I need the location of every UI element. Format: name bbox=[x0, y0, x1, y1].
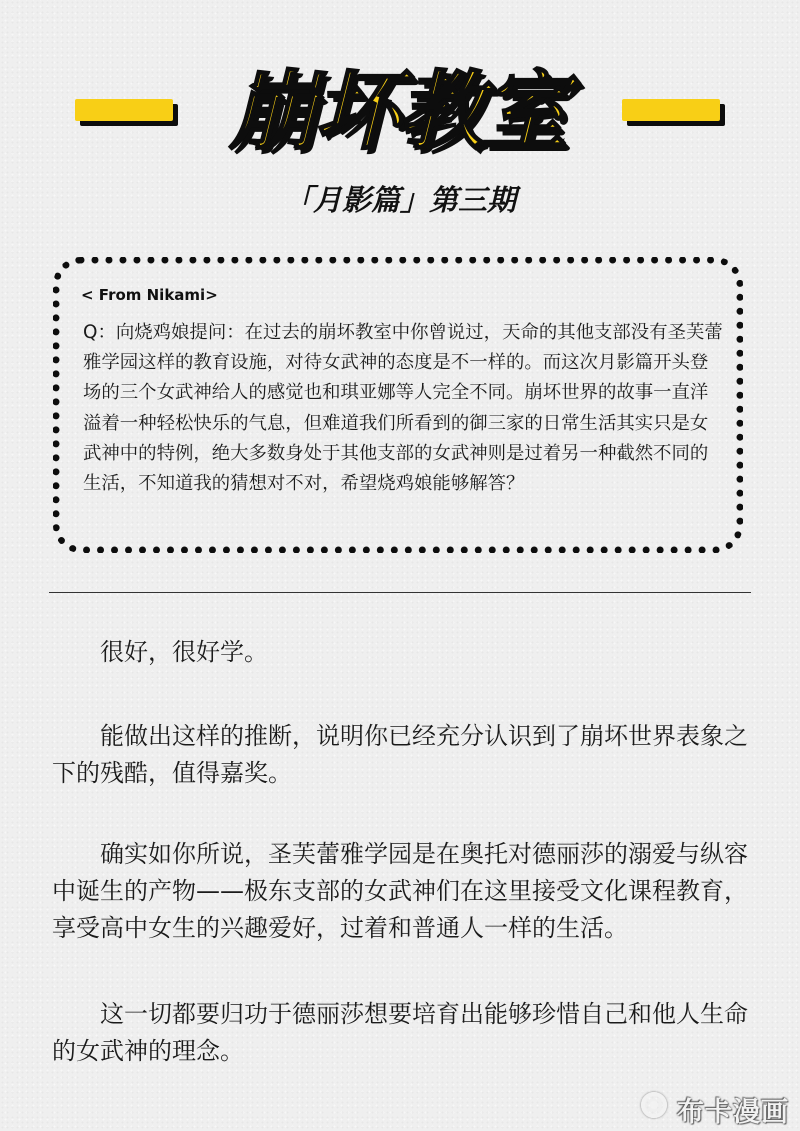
question-box bbox=[53, 257, 743, 553]
answer-paragraph: 确实如你所说，圣芙蕾雅学园是在奥托对德丽莎的溺爱与纵容中诞生的产物——极东支部的女武神们在这里接受文化课程教育，享受高中女生的兴趣爱好，过着和普通人一样的生活。 bbox=[52, 840, 748, 942]
section-divider bbox=[49, 592, 751, 593]
question-text: Q：向烧鸡娘提问：在过去的崩坏教室中你曾说过，天命的其他支部没有圣芙蕾雅学园这样的教育设施，对待女武神的态度是不一样的。而这次月影篇开头登场的三个女武神给人的感觉也和琪亚娜等人完全不同。崩坏世界的故事一直洋溢着一种轻松快乐的气息，但难道我们所看到的御三家的日常生活其实只是女武神中的特例，绝大多数身处于其他支部的女武神则是过着另一种截然不同的生活，不知道我的猜想对不对，希望烧鸡娘能够解答？ bbox=[83, 322, 723, 495]
answer-paragraph: 能做出这样的推断，说明你已经充分认识到了崩坏世界表象之下的残酷，值得嘉奖。 bbox=[52, 722, 748, 787]
watermark-logo-icon bbox=[641, 1092, 667, 1118]
episode-subtitle: 「月影篇」第三期 bbox=[283, 183, 516, 217]
answer-paragraph: 这一切都要归功于德丽莎想要培育出能够珍惜自己和他人生命的女武神的理念。 bbox=[52, 1000, 748, 1065]
page-title: 崩坏教室 bbox=[230, 62, 566, 162]
watermark-text: 布卡漫画 bbox=[677, 1097, 789, 1128]
watermark bbox=[637, 1088, 800, 1128]
answer-paragraph: 很好，很好学。 bbox=[100, 638, 268, 666]
title-right-dash bbox=[622, 99, 720, 121]
question-sender: < From Nikami> bbox=[81, 286, 218, 304]
title-banner bbox=[0, 58, 800, 168]
title-left-dash bbox=[75, 99, 173, 121]
